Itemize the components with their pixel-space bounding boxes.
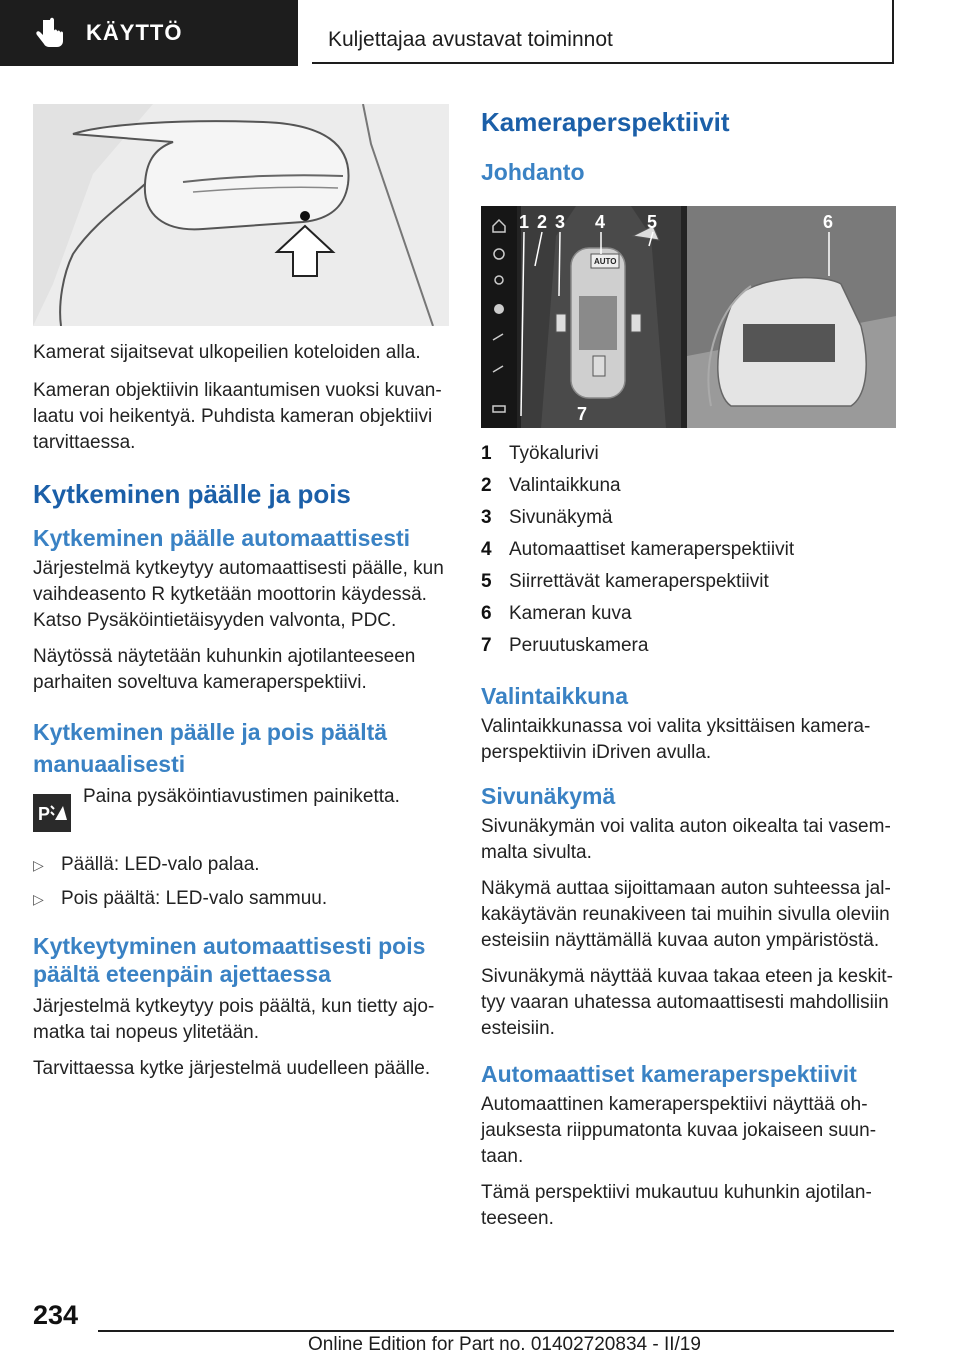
auto-badge: AUTO (594, 257, 617, 266)
auto-off-text-1: Järjestelmä kytkeytyy pois päältä, kun tietty ajomatka tai nopeus ylitetään. (33, 996, 435, 1043)
heading-intro: Johdanto (481, 159, 585, 185)
list-item: 6 Kameran kuva (481, 603, 632, 624)
auto-perspectives-text-2: Tämä perspektiivi mukautuu kuhunkin ajotilanteeseen. (481, 1182, 872, 1229)
page-number: 234 (33, 1300, 79, 1330)
hand-pointer-icon (34, 16, 68, 50)
figure-label-4: 4 (595, 212, 606, 232)
figure-label-5: 5 (647, 212, 658, 232)
camera-display-figure (481, 206, 896, 428)
list-item: ▷ Päällä: LED-valo palaa. (33, 852, 449, 878)
list-item: 5 Siirrettävät kameraperspektiivit (481, 571, 769, 592)
list-item: 4 Automaattiset kameraperspektiivit (481, 539, 795, 560)
header-title: Kuljettajaa avustavat toiminnot (328, 28, 613, 51)
led-status-list (33, 852, 449, 912)
auto-off-text-2: Tarvittaessa kytke järjestelmä uudelleen päälle. (33, 1058, 431, 1079)
side-view-text-2: Näkymä auttaa sijoittamaan auton suhteessa jalkakäytävän reunakiveen tai muihin sivulla oleviin esteisiin näyttämällä kuvaa auton ympäristöstä. (481, 878, 891, 951)
list-item: 7 Peruutuskamera (481, 635, 649, 656)
auto-on-text-1: Järjestelmä kytkeytyy automaattisesti päälle, kun vaihdeasento R kytketään moottorin käydessä. Katso Pysäköintietäisyyden valvonta, PDC. (33, 558, 444, 631)
manual-text: Paina pysäköintiavustimen painiketta. (83, 786, 400, 807)
mirror-caption: Kamerat sijaitsevat ulkopeilien koteloiden alla. (33, 342, 421, 363)
triangle-bullet-icon: ▷ (33, 857, 44, 873)
heading-on-off: Kytkeminen päälle ja pois (33, 479, 351, 509)
svg-text:P: P (38, 804, 51, 824)
heading-side-view: Sivunäkymä (481, 783, 616, 809)
figure-label-2: 2 (537, 212, 548, 232)
heading-selection-window: Valintaikkuna (481, 683, 629, 709)
footer-divider (98, 1330, 894, 1332)
parking-assistant-button-icon (33, 794, 71, 832)
heading-auto-perspectives: Automaattiset kameraperspektiivit (481, 1061, 857, 1087)
list-item: 1 Työkalurivi (481, 443, 599, 464)
header-section-label: KÄYTTÖ (86, 20, 183, 45)
auto-on-text-2: Näytössä näytetään kuhunkin ajotilanteeseen parhaiten soveltuva kameraperspektiivi. (33, 646, 416, 693)
mirror-illustration (33, 104, 449, 326)
mirror-text: Kameran objektiivin likaantumisen vuoksi kuvanlaatu voi heikentyä. Puhdista kameran objektiivi tarvittaessa. (33, 380, 442, 453)
side-view-text-3: Sivunäkymä näyttää kuvaa takaa eteen ja keskittyy vaaran uhatessa automaattisesti mahdollisiin esteisiin. (481, 966, 893, 1039)
list-item: 2 Valintaikkuna (481, 475, 621, 496)
triangle-bullet-icon: ▷ (33, 891, 44, 907)
camera-display-illustration (481, 206, 896, 428)
figure-label-3: 3 (555, 212, 566, 232)
right-column (481, 104, 896, 1232)
heading-auto-off: Kytkeytyminen automaattisesti pois päältä eteenpäin ajettaessa (33, 933, 426, 987)
contrast-icon (494, 304, 504, 314)
auto-perspectives-text-1: Automaattinen kameraperspektiivi näyttää ohjauksesta riippumatonta kuvaa jokaiseen suuntaan. (481, 1094, 877, 1167)
figure-label-6: 6 (823, 212, 834, 232)
heading-perspectives: Kameraperspektiivit (481, 107, 730, 137)
header-title-box (312, 0, 894, 64)
left-column (33, 104, 449, 1082)
mirror-camera-figure (33, 104, 449, 326)
heading-auto-on: Kytkeminen päälle automaattisesti (33, 525, 411, 551)
figure-label-1: 1 (519, 212, 530, 232)
figure-label-7: 7 (577, 404, 588, 424)
parking-button-instruction (33, 786, 449, 832)
selection-window-text: Valintaikkunassa voi valita yksittäisen kameraperspektiivin iDriven avulla. (481, 716, 871, 763)
side-view-text-1: Sivunäkymän voi valita auton oikealta tai vasemmalta sivulta. (481, 816, 891, 863)
footer-edition: Online Edition for Part no. 01402720834 - II/19 (308, 1334, 701, 1355)
figure-legend (481, 438, 896, 662)
header-section-tab (0, 0, 298, 66)
list-item: ▷ Pois päältä: LED-valo sammuu. (33, 886, 449, 912)
list-item: 3 Sivunäkymä (481, 507, 613, 528)
heading-manual: Kytkeminen päälle ja pois päältä manuaalisesti (33, 719, 388, 777)
